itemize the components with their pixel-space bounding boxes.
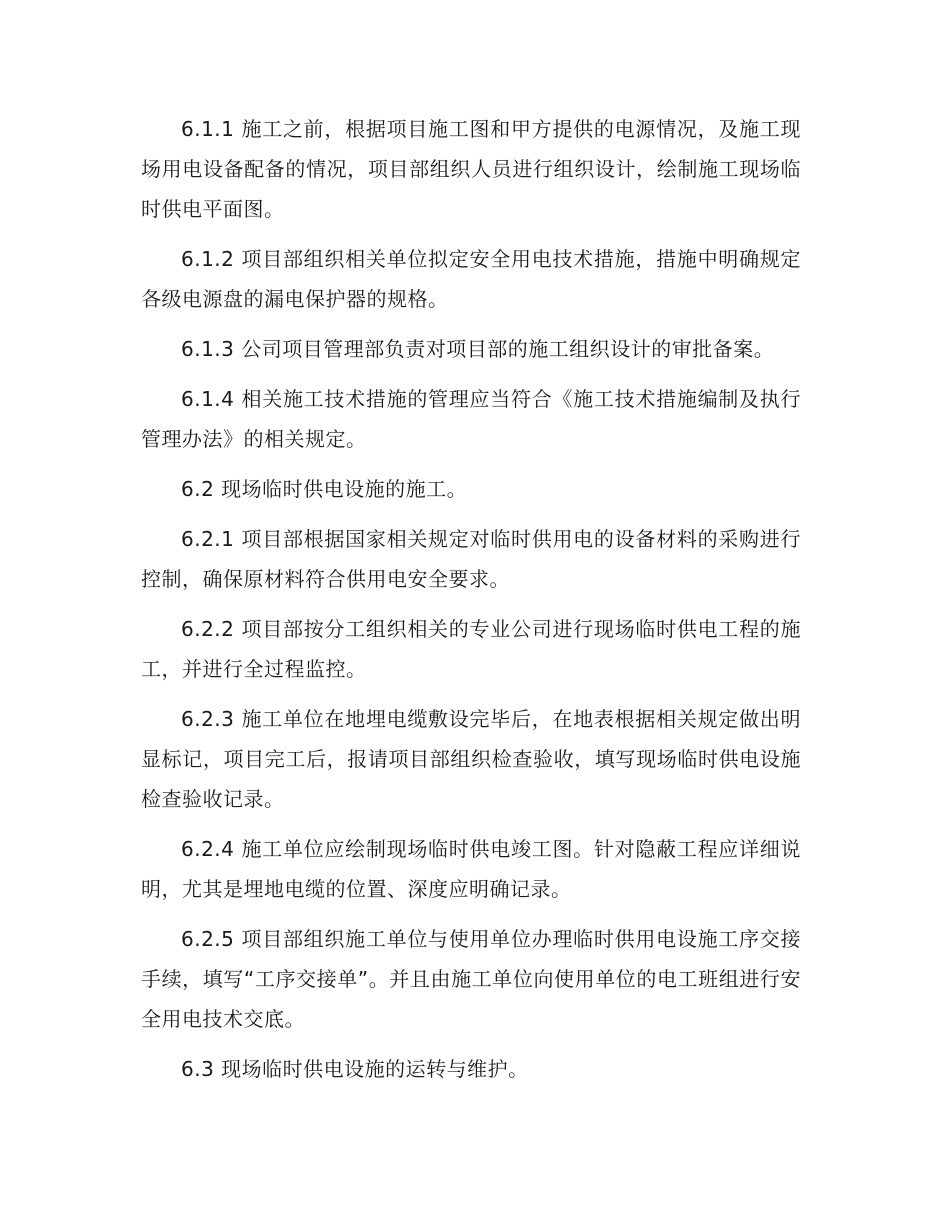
paragraph-6-1-3: 6.1.3 公司项目管理部负责对项目部的施工组织设计的审批备案。 [181,337,775,361]
section-heading-6-3: 6.3 现场临时供电设施的运转与维护。 [181,1057,529,1081]
paragraph-6-2-4: 6.2.4 施工单位应绘制现场临时供电竣工图。针对隐蔽工程应详细说明，尤其是埋地电缆的位置、深度应明确记录。 [141,837,801,901]
paragraph-6-1-2: 6.1.2 项目部组织相关单位拟定安全用电技术措施，措施中明确规定各级电源盘的漏电保护器的规格。 [141,247,801,311]
paragraph-6-1-4: 6.1.4 相关施工技术措施的管理应当符合《施工技术措施编制及执行管理办法》的相关规定。 [141,387,801,451]
document-body [141,109,801,1099]
paragraph-6-2-3: 6.2.3 施工单位在地埋电缆敷设完毕后，在地表根据相关规定做出明显标记，项目完工后，报请项目部组织检查验收，填写现场临时供电设施检查验收记录。 [141,707,801,811]
section-heading-6-2: 6.2 现场临时供电设施的施工。 [181,477,468,501]
paragraph-6-2-1: 6.2.1 项目部根据国家相关规定对临时供用电的设备材料的采购进行控制，确保原材料符合供用电安全要求。 [141,527,801,591]
paragraph-6-2-5: 6.2.5 项目部组织施工单位与使用单位办理临时供用电设施工序交接手续，填写“工序交接单”。并且由施工单位向使用单位的电工班组进行安全用电技术交底。 [141,927,801,1031]
paragraph-6-1-1: 6.1.1 施工之前，根据项目施工图和甲方提供的电源情况，及施工现场用电设备配备的情况，项目部组织人员进行组织设计，绘制施工现场临时供电平面图。 [141,117,801,221]
paragraph-6-2-2: 6.2.2 项目部按分工组织相关的专业公司进行现场临时供电工程的施工，并进行全过程监控。 [141,617,801,681]
